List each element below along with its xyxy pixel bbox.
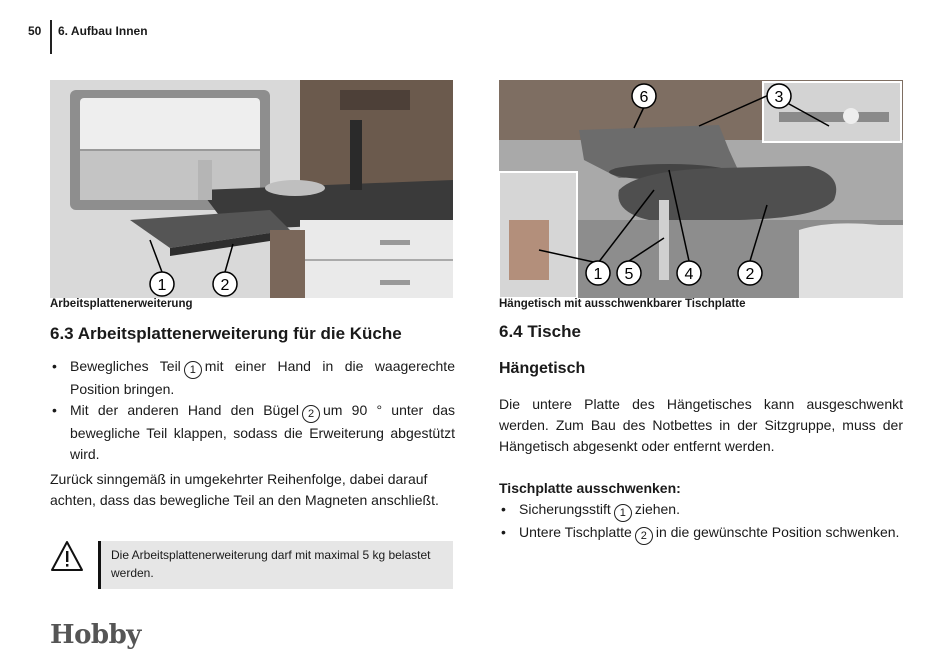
callout-5: 5: [624, 266, 634, 283]
section-heading-6-3: 6.3 Arbeitsplattenerweiterung für die Küche: [50, 324, 402, 343]
left-instruction-list: [50, 356, 455, 465]
callout-3: 3: [774, 89, 784, 106]
hobby-logo: Hobby: [50, 620, 141, 650]
warning-triangle-icon: [50, 540, 84, 572]
list-item: • Untere Tischplatte 2 in die gewünschte Position schwenken.: [499, 522, 903, 545]
number-circle: 2: [302, 405, 320, 423]
list-item: • Bewegliches Teil 1 mit einer Hand in die waagerechte Position bringen.: [50, 356, 455, 400]
callout-2: 2: [220, 277, 230, 294]
callout-2: 2: [745, 266, 755, 283]
number-circle: 2: [635, 527, 653, 545]
section-heading-6-4: 6.4 Tische: [499, 322, 581, 341]
chapter-title: 6. Aufbau Innen: [58, 24, 148, 38]
right-photo-caption: Hängetisch mit ausschwenkbarer Tischplatte: [499, 298, 746, 310]
header-divider: [50, 20, 52, 54]
kitchen-photo: [50, 80, 453, 298]
right-instruction-list: [499, 499, 903, 545]
callout-1: 1: [593, 266, 603, 283]
right-paragraph: Die untere Platte des Hängetisches kann ausgeschwenkt werden. Zum Bau des Notbettes in der Sitzgruppe, muss der Hängetisch abgesenkt oder entfernt werden.: [499, 396, 903, 454]
list-item: • Sicherungsstift 1 ziehen.: [499, 499, 903, 522]
callout-1: 1: [157, 277, 167, 294]
warning-note: Die Arbeitsplattenerweiterung darf mit maximal 5 kg belastet werden.: [98, 541, 453, 589]
subheading-haengetisch: Hängetisch: [499, 360, 586, 377]
page-number: 50: [28, 24, 42, 38]
callout-4: 4: [684, 266, 694, 283]
number-circle: 1: [184, 361, 202, 379]
list-item: • Mit der anderen Hand den Bügel 2 um 90 ° unter das bewegliche Teil klappen, sodass die Erweiterung abgestützt wird.: [50, 400, 455, 465]
number-circle: 1: [614, 504, 632, 522]
left-photo-caption: Arbeitsplattenerweiterung: [50, 298, 193, 310]
callout-6: 6: [639, 89, 649, 106]
table-photo: [499, 80, 903, 298]
left-paragraph: Zurück sinngemäß in umgekehrter Reihenfolge, dabei darauf achten, dass das bewegliche Teil an den Magneten anschließt.: [50, 471, 439, 508]
steps-heading: Tischplatte ausschwenken:: [499, 480, 681, 496]
